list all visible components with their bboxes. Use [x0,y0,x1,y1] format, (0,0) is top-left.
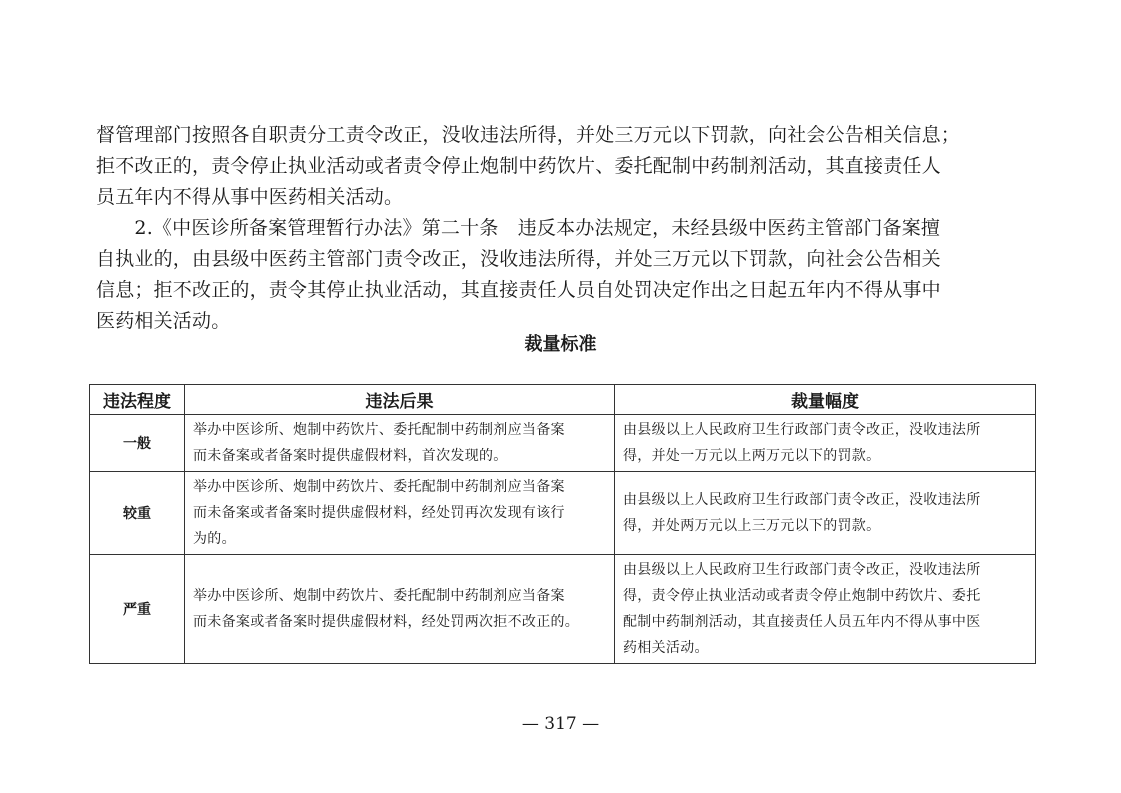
cell-line: 而未备案或者备案时提供虚假材料，经处罚再次发现有该行 [193,505,565,521]
cell-line: 得，并处一万元以上两万元以下的罚款。 [623,448,881,464]
cell-line: 而未备案或者备案时提供虚假材料，经处罚两次拒不改正的。 [193,614,580,630]
section-heading: 裁量标准 [524,334,597,355]
cell-line: 举办中医诊所、炮制中药饮片、委托配制中药制剂应当备案 [193,588,565,604]
discretion-standard-table [89,384,1036,664]
cell-line: 为的。 [193,531,236,547]
text-line: 信息；拒不改正的，责令其停止执业活动，其直接责任人员自处罚决定作出之日起五年内不得从事中 [96,279,941,301]
cell-line: 由县级以上人民政府卫生行政部门责令改正，没收违法所 [623,492,981,508]
text-line: 员五年内不得从事中医药相关活动。 [96,186,404,208]
cell-line: 配制中药制剂活动，其直接责任人员五年内不得从事中医 [623,614,981,630]
paragraph-article-20 [96,213,1032,337]
cell-line: 举办中医诊所、炮制中药饮片、委托配制中药制剂应当备案 [193,479,565,495]
range-cell [615,415,1036,472]
cell-line: 得，并处两万元以上三万元以下的罚款。 [623,518,881,534]
level-cell: 一般 [90,415,185,472]
text-line: 督管理部门按照各自职责分工责令改正，没收违法所得，并处三万元以下罚款，向社会公告相关信息； [96,124,961,146]
header-level: 违法程度 [90,385,185,415]
cell-line: 而未备案或者备案时提供虚假材料，首次发现的。 [193,448,508,464]
header-range: 裁量幅度 [615,385,1036,415]
cell-line: 药相关活动。 [623,640,709,656]
range-cell [615,472,1036,555]
cell-line: 举办中医诊所、炮制中药饮片、委托配制中药制剂应当备案 [193,422,565,438]
level-cell: 严重 [90,555,185,664]
cell-line: 由县级以上人民政府卫生行政部门责令改正，没收违法所 [623,562,981,578]
header-consequence: 违法后果 [185,385,615,415]
table-row [90,555,1036,664]
text-line: 医药相关活动。 [96,310,231,332]
page-number: — 317 — [521,714,600,734]
cell-line: 得，责令停止执业活动或者责令停止炮制中药饮片、委托 [623,588,981,604]
text-line: 自执业的，由县级中医药主管部门责令改正，没收违法所得，并处三万元以下罚款，向社会公告相关 [96,248,941,270]
text-line: 2.《中医诊所备案管理暂行办法》第二十条 违反本办法规定，未经县级中医药主管部门备案擅 [96,217,941,239]
table-header-row [90,385,1036,415]
consequence-cell [185,472,615,555]
consequence-cell [185,555,615,664]
paragraph-continuation [96,120,1032,213]
table-row [90,415,1036,472]
text-line: 拒不改正的，责令停止执业活动或者责令停止炮制中药饮片、委托配制中药制剂活动，其直接责任人 [96,155,941,177]
range-cell [615,555,1036,664]
consequence-cell [185,415,615,472]
table-row [90,472,1036,555]
cell-line: 由县级以上人民政府卫生行政部门责令改正，没收违法所 [623,422,981,438]
level-cell: 较重 [90,472,185,555]
